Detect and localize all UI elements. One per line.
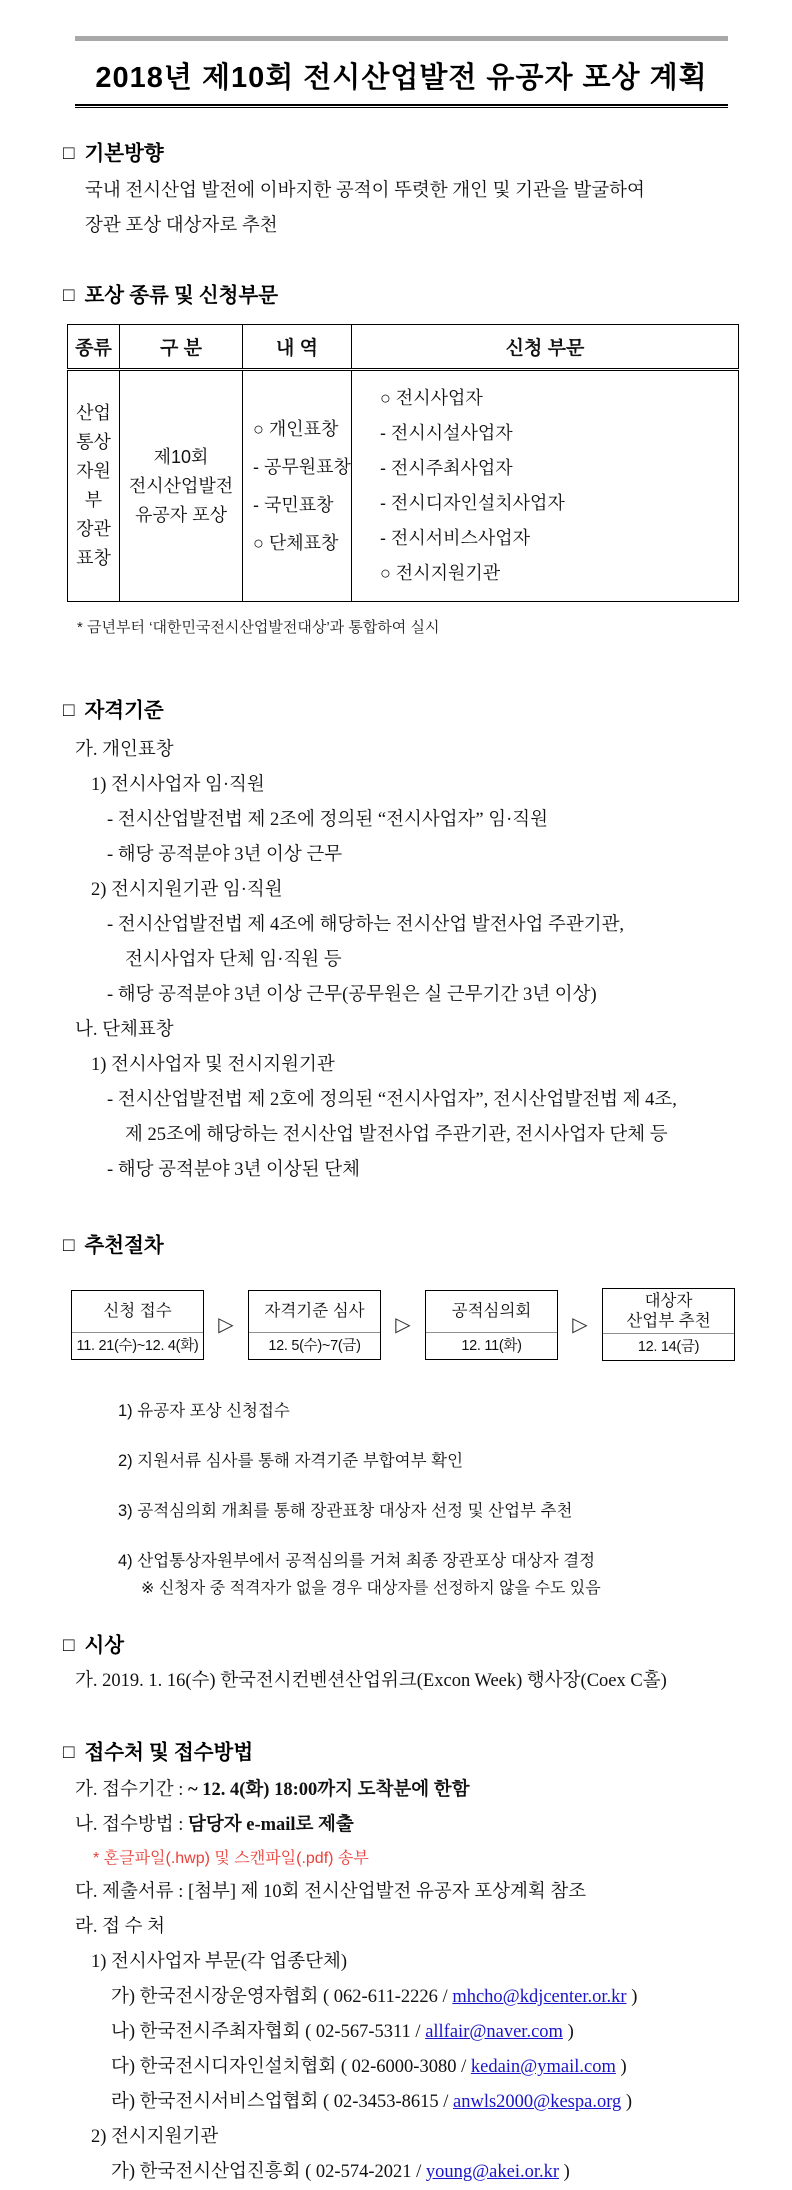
email-link[interactable]: mhcho@kdjcenter.or.kr <box>452 1987 627 2007</box>
checkbox-icon: □ <box>63 143 75 164</box>
apply-item: ○ 전시지원기관 <box>379 563 501 583</box>
procedure-flowchart <box>71 1288 735 1361</box>
basic-direction-line1: 국내 전시산업 발전에 이바지한 공적이 뚜렷한 개인 및 기관을 발굴하여 <box>85 181 645 201</box>
flow-step-label: 공적심의회 <box>451 1302 532 1320</box>
contact-line <box>111 1980 740 2015</box>
col-header-detail: 내 역 <box>243 325 352 370</box>
contact-line <box>111 2015 740 2050</box>
section-title: 포상 종류 및 신청부문 <box>84 285 279 307</box>
detail-item: ○ 개인표창 <box>253 419 339 439</box>
receipt-method-line <box>75 1808 740 1843</box>
qual-line: - 해당 공적분야 3년 이상 근무(공무원은 실 근무기간 3년 이상) <box>107 985 597 1005</box>
division-line: 제10회 <box>153 446 209 467</box>
contact-line <box>111 2085 740 2120</box>
award-table <box>67 324 739 602</box>
kind-line: 통상 <box>76 432 111 452</box>
section-title: 추천절차 <box>84 1235 164 1257</box>
table-row <box>68 370 739 602</box>
kind-line: 표창 <box>76 548 111 568</box>
title-top-bar <box>75 36 728 41</box>
flow-step-label2: 산업부 추천 <box>626 1312 711 1330</box>
file-format-note: * 혼글파일(.hwp) 및 스캔파일(.pdf) 송부 <box>93 1850 369 1867</box>
apply-item: ○ 전시사업자 <box>379 388 483 408</box>
qual-line: - 전시산업발전법 제 4조에 해당하는 전시산업 발전사업 주관기관, <box>107 915 625 935</box>
documents-line: 다. 제출서류 : [첨부] 제 10회 전시산업발전 유공자 포상계획 참조 <box>75 1882 587 1902</box>
procedure-note: 2) 지원서류 심사를 통해 자격기준 부합여부 확인 <box>118 1452 464 1470</box>
flow-step-date: 12. 5(수)~7(금) <box>268 1337 361 1354</box>
section-heading-qualification <box>63 693 740 723</box>
qual-line: - 해당 공적분야 3년 이상 근무 <box>107 845 343 865</box>
contact-text: 나) 한국전시주최자협회 ( 02-567-5311 / <box>111 2022 426 2042</box>
flow-step-date: 12. 11(화) <box>461 1337 522 1354</box>
qual-line: 나. 단체표창 <box>75 1020 174 1040</box>
email-link[interactable]: kedain@ymail.com <box>470 2057 616 2077</box>
cell-detail <box>243 370 352 602</box>
detail-item: ○ 단체표창 <box>253 533 339 553</box>
section-heading-basic-direction <box>63 136 740 166</box>
ceremony-line: 가. 2019. 1. 16(수) 한국전시컨벤션산업위크(Excon Week) 행사장(Coex C홀) <box>75 1671 667 1691</box>
procedure-note: 4) 산업통상자원부에서 공적심의를 거쳐 최종 장관포상 대상자 결정 <box>118 1552 596 1570</box>
kind-line: 산업 <box>76 403 111 423</box>
contact-line <box>111 2155 740 2190</box>
qual-line: 제 25조에 해당하는 전시산업 발전사업 주관기관, 전시사업자 단체 등 <box>125 1125 668 1145</box>
arrow-right-icon: ▷ <box>572 1314 588 1336</box>
qual-line: 가. 개인표창 <box>75 740 174 760</box>
section-title: 기본방향 <box>84 143 164 165</box>
apply-item: - 전시주최사업자 <box>379 458 513 478</box>
qual-line: 2) 전시지원기관 임·직원 <box>91 880 283 900</box>
cell-apply-sectors <box>351 370 738 602</box>
receipt-period-line <box>75 1773 740 1808</box>
checkbox-icon: □ <box>63 285 75 306</box>
contact-text: 다) 한국전시디자인설치협회 ( 02-6000-3080 / <box>111 2057 471 2077</box>
section-title: 시상 <box>84 1635 125 1657</box>
page-title: 2018년 제10회 전시산업발전 유공자 포상 계획 <box>95 62 708 94</box>
section-heading-ceremony <box>63 1628 740 1658</box>
qual-line: - 해당 공적분야 3년 이상된 단체 <box>107 1160 360 1180</box>
basic-direction-line2: 장관 포상 대상자로 추천 <box>85 216 278 236</box>
table-header-row <box>68 325 739 370</box>
section-title: 자격기준 <box>84 700 164 722</box>
arrow-right-icon: ▷ <box>395 1314 411 1336</box>
procedure-note: 1) 유공자 포상 신청접수 <box>118 1402 290 1420</box>
detail-item: - 공무원표창 <box>253 457 351 477</box>
section-heading-award-types <box>63 278 740 308</box>
flow-step-date: 11. 21(수)~12. 4(화) <box>76 1337 199 1354</box>
email-link[interactable]: allfair@naver.com <box>425 2022 563 2042</box>
flow-step-label: 신청 접수 <box>103 1302 172 1320</box>
kind-line: 자원부 <box>76 461 111 510</box>
checkbox-icon: □ <box>63 1235 75 1256</box>
contact-text: ) <box>621 2092 633 2112</box>
email-link[interactable]: anwls2000@kespa.org <box>453 2092 622 2112</box>
cell-division <box>120 370 243 602</box>
email-link[interactable]: young@akei.or.kr <box>425 2162 560 2182</box>
section-heading-procedure <box>63 1228 740 1258</box>
division-line: 유공자 포상 <box>135 504 227 525</box>
apply-item: - 전시디자인설치사업자 <box>379 493 565 513</box>
contact-text: 가) 한국전시장운영자협회 ( 062-611-2226 / <box>111 1987 453 2007</box>
flow-step-merit-council <box>425 1290 558 1360</box>
flow-step-date: 12. 14(금) <box>637 1339 700 1355</box>
receipt-period-value: ~ 12. 4(화) 18:00까지 도착분에 한함 <box>188 1780 470 1800</box>
contact-group2-label: 2) 전시지원기관 <box>91 2127 219 2147</box>
flow-step-label: 자격기준 심사 <box>264 1302 365 1320</box>
procedure-caveat: ※ 신청자 중 적격자가 없을 경우 대상자를 선정하지 않을 수도 있음 <box>141 1580 601 1597</box>
section-heading-receipt <box>63 1735 740 1765</box>
checkbox-icon: □ <box>63 1635 75 1656</box>
col-header-division: 구 분 <box>120 325 243 370</box>
receipt-period-label: 가. 접수기간 : <box>75 1780 188 1800</box>
qual-line: 1) 전시사업자 및 전시지원기관 <box>91 1055 335 1075</box>
cell-kind <box>68 370 120 602</box>
procedure-note: 3) 공적심의회 개최를 통해 장관표창 대상자 선정 및 산업부 추천 <box>118 1502 573 1520</box>
qual-line: 전시사업자 단체 임·직원 등 <box>125 950 342 970</box>
contact-text: 가) 한국전시산업진흥회 ( 02-574-2021 / <box>111 2162 426 2182</box>
col-header-kind: 종류 <box>68 325 120 370</box>
detail-item: - 국민표창 <box>253 495 334 515</box>
qual-line: - 전시산업발전법 제 2호에 정의된 “전시사업자”, 전시산업발전법 제 4조, <box>107 1090 677 1110</box>
contact-text: ) <box>562 2022 574 2042</box>
qual-line: 1) 전시사업자 임·직원 <box>91 775 265 795</box>
apply-item: - 전시서비스사업자 <box>379 528 531 548</box>
contact-text: ) <box>615 2057 627 2077</box>
division-line: 전시산업발전 <box>128 475 234 496</box>
contact-text: ) <box>626 1987 638 2007</box>
contact-text: 라) 한국전시서비스업협회 ( 02-3453-8615 / <box>111 2092 453 2112</box>
flow-step-label: 대상자 <box>644 1292 693 1310</box>
receipt-method-value: 담당자 e-mail로 제출 <box>188 1815 354 1835</box>
arrow-right-icon: ▷ <box>218 1314 234 1336</box>
title-underline <box>75 104 728 108</box>
table-footnote: * 금년부터 ‘대한민국전시산업발전대상’과 통합하여 실시 <box>77 619 440 636</box>
qual-line: - 전시산업발전법 제 2조에 정의된 “전시사업자” 임·직원 <box>107 810 549 830</box>
flow-step-screening <box>248 1290 381 1360</box>
contact-line <box>111 2050 740 2085</box>
receipt-office-label: 라. 접 수 처 <box>75 1917 165 1937</box>
section-title: 접수처 및 접수방법 <box>84 1742 254 1764</box>
kind-line: 장관 <box>76 519 111 539</box>
checkbox-icon: □ <box>63 1742 75 1763</box>
flow-step-application <box>71 1290 204 1360</box>
apply-item: - 전시시설사업자 <box>379 423 513 443</box>
receipt-method-label: 나. 접수방법 : <box>75 1815 188 1835</box>
flow-step-recommendation <box>602 1288 735 1361</box>
checkbox-icon: □ <box>63 700 75 721</box>
contact-text: ) <box>559 2162 570 2182</box>
col-header-apply: 신청 부문 <box>351 325 738 370</box>
contact-group1-label: 1) 전시사업자 부문(각 업종단체) <box>91 1952 348 1972</box>
